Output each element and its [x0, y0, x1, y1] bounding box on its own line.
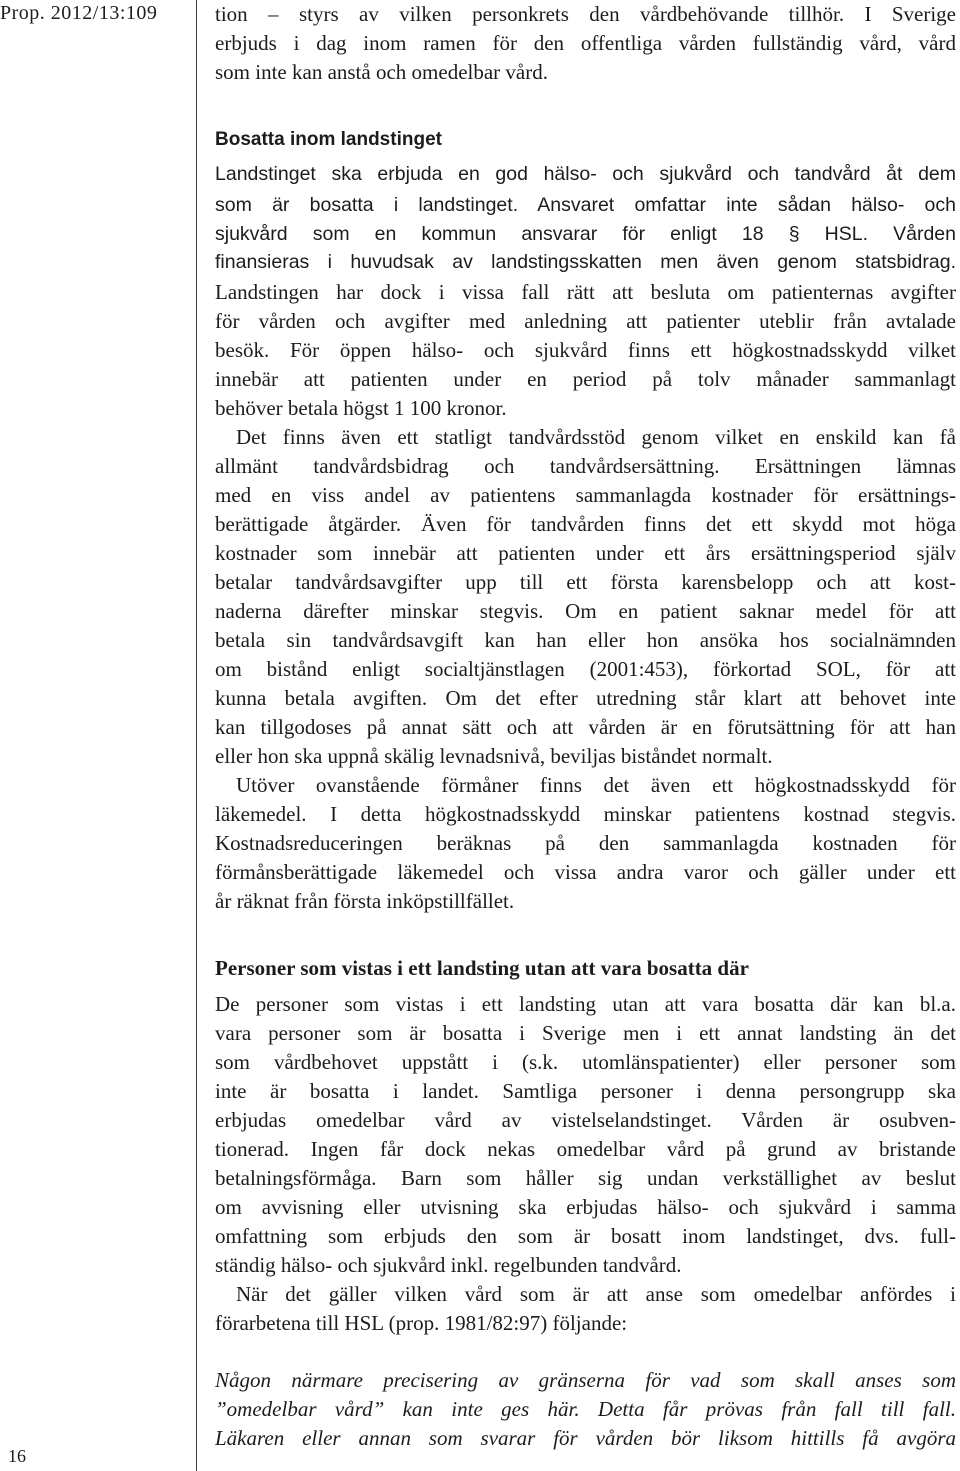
- text-line: om bistånd enligt socialtjänstlagen (2001:453), förkortad SOL, för att: [215, 657, 956, 681]
- text-line: med en viss andel av patientens sammanlagda kostnader för ersättnings-: [215, 483, 956, 507]
- text-line: besök. För öppen hälso- och sjukvård finns ett högkostnadsskydd vilket: [215, 338, 956, 362]
- section-heading: Personer som vistas i ett landsting utan att vara bosatta där: [215, 956, 749, 980]
- text-line: omfattning som erbjuds den som är bosatt inom landstinget, dvs. full-: [215, 1224, 956, 1248]
- text-line: betalar tandvårdsavgifter upp till ett första karensbelopp och att kost-: [215, 570, 956, 594]
- text-line: tion – styrs av vilken personkrets den vårdbehövande tillhör. I Sverige: [215, 2, 956, 26]
- text-line: kunna betala avgiften. Om det efter utredning står klart att behovet inte: [215, 686, 956, 710]
- text-line: erbjudas omedelbar vård av vistelselandstinget. Vården är osubven-: [215, 1108, 956, 1132]
- text-line: Det finns även ett statligt tandvårdsstöd genom vilket en enskild kan få: [236, 425, 956, 449]
- text-line: kan tillgodoses på annat sätt och att vården är en förutsättning för att han: [215, 715, 956, 739]
- text-line: erbjuds i dag inom ramen för den offentliga vården fullständig vård, vård: [215, 31, 956, 55]
- text-line: berättigade åtgärder. Även för tandvården finns det ett skydd mot höga: [215, 512, 956, 536]
- text-line: läkemedel. I detta högkostnadsskydd minskar patientens kostnad stegvis.: [215, 802, 956, 826]
- page-number: 16: [8, 1446, 26, 1466]
- quote-line: ”omedelbar vård” kan inte ges här. Detta får prövas från fall till fall.: [215, 1397, 956, 1421]
- text-line: Landstingen har dock i vissa fall rätt att besluta om patienternas avgifter: [215, 280, 956, 304]
- text-line: vara personer som är bosatta i Sverige men i ett annat landsting än det: [215, 1021, 956, 1045]
- text-line: eller hon ska uppnå skälig levnadsnivå, beviljas biståndet normalt.: [215, 744, 773, 768]
- text-line: De personer som vistas i ett landsting utan att vara bosatta där kan bl.a.: [215, 992, 956, 1016]
- text-line: Utöver ovanstående förmåner finns det även ett högkostnadsskydd för: [236, 773, 956, 797]
- text-line: tionerad. Ingen får dock nekas omedelbar vård på grund av bristande: [215, 1137, 956, 1161]
- text-line: som vårdbehovet uppstått i (s.k. utomlänspatienter) eller personer som: [215, 1050, 956, 1074]
- text-line: som inte kan anstå och omedelbar vård.: [215, 60, 548, 84]
- text-line: kostnader som innebär att patienten under ett års ersättningsperiod själv: [215, 541, 956, 565]
- text-line: naderna därefter minskar stegvis. Om en patient saknar medel för att: [215, 599, 956, 623]
- section-heading: Bosatta inom landstinget: [215, 129, 442, 150]
- text-line: allmänt tandvårdsbidrag och tandvårdsersättning. Ersättningen lämnas: [215, 454, 956, 478]
- quote-line: Läkaren eller annan som svarar för vården bör liksom hittills få avgöra: [215, 1426, 956, 1450]
- text-line: Kostnadsreduceringen beräknas på den sammanlagda kostnaden för: [215, 831, 956, 855]
- document-reference: Prop. 2012/13:109: [0, 2, 158, 24]
- margin-divider: [196, 0, 197, 1471]
- text-line: sjukvård som en kommun ansvarar för enligt 18 § HSL. Vården: [215, 223, 956, 245]
- text-line: om avvisning eller utvisning ska erbjudas hälso- och sjukvård i samma: [215, 1195, 956, 1219]
- text-line: innebär att patienten under en period på tolv månader sammanlagt: [215, 367, 956, 391]
- text-line: som är bosatta i landstinget. Ansvaret omfattar inte sådan hälso- och: [215, 194, 956, 216]
- quote-line: Någon närmare precisering av gränserna för vad som skall anses som: [215, 1368, 956, 1392]
- text-line: behöver betala högst 1 100 kronor.: [215, 396, 507, 420]
- text-line: Landstinget ska erbjuda en god hälso- och sjukvård och tandvård åt dem: [215, 163, 956, 185]
- text-line: förarbetena till HSL (prop. 1981/82:97) följande:: [215, 1311, 628, 1335]
- text-line: betala sin tandvårdsavgift kan han eller hon ansöka hos socialnämnden: [215, 628, 956, 652]
- text-line: år räknat från första inköpstillfället.: [215, 889, 515, 913]
- text-line: betalningsförmåga. Barn som håller sig undan verkställighet av beslut: [215, 1166, 956, 1190]
- text-line: för vården och avgifter med anledning att patienter uteblir från avtalade: [215, 309, 956, 333]
- text-line: ständig hälso- och sjukvård inkl. regelbunden tandvård.: [215, 1253, 682, 1277]
- text-line: förmånsberättigade läkemedel och vissa andra varor och gäller under ett: [215, 860, 956, 884]
- text-line: När det gäller vilken vård som är att anse som omedelbar anfördes i: [236, 1282, 956, 1306]
- text-line: finansieras i huvudsak av landstingsskatten men även genom statsbidrag.: [215, 251, 956, 273]
- text-line: inte är bosatta i landet. Samtliga personer i denna persongrupp ska: [215, 1079, 956, 1103]
